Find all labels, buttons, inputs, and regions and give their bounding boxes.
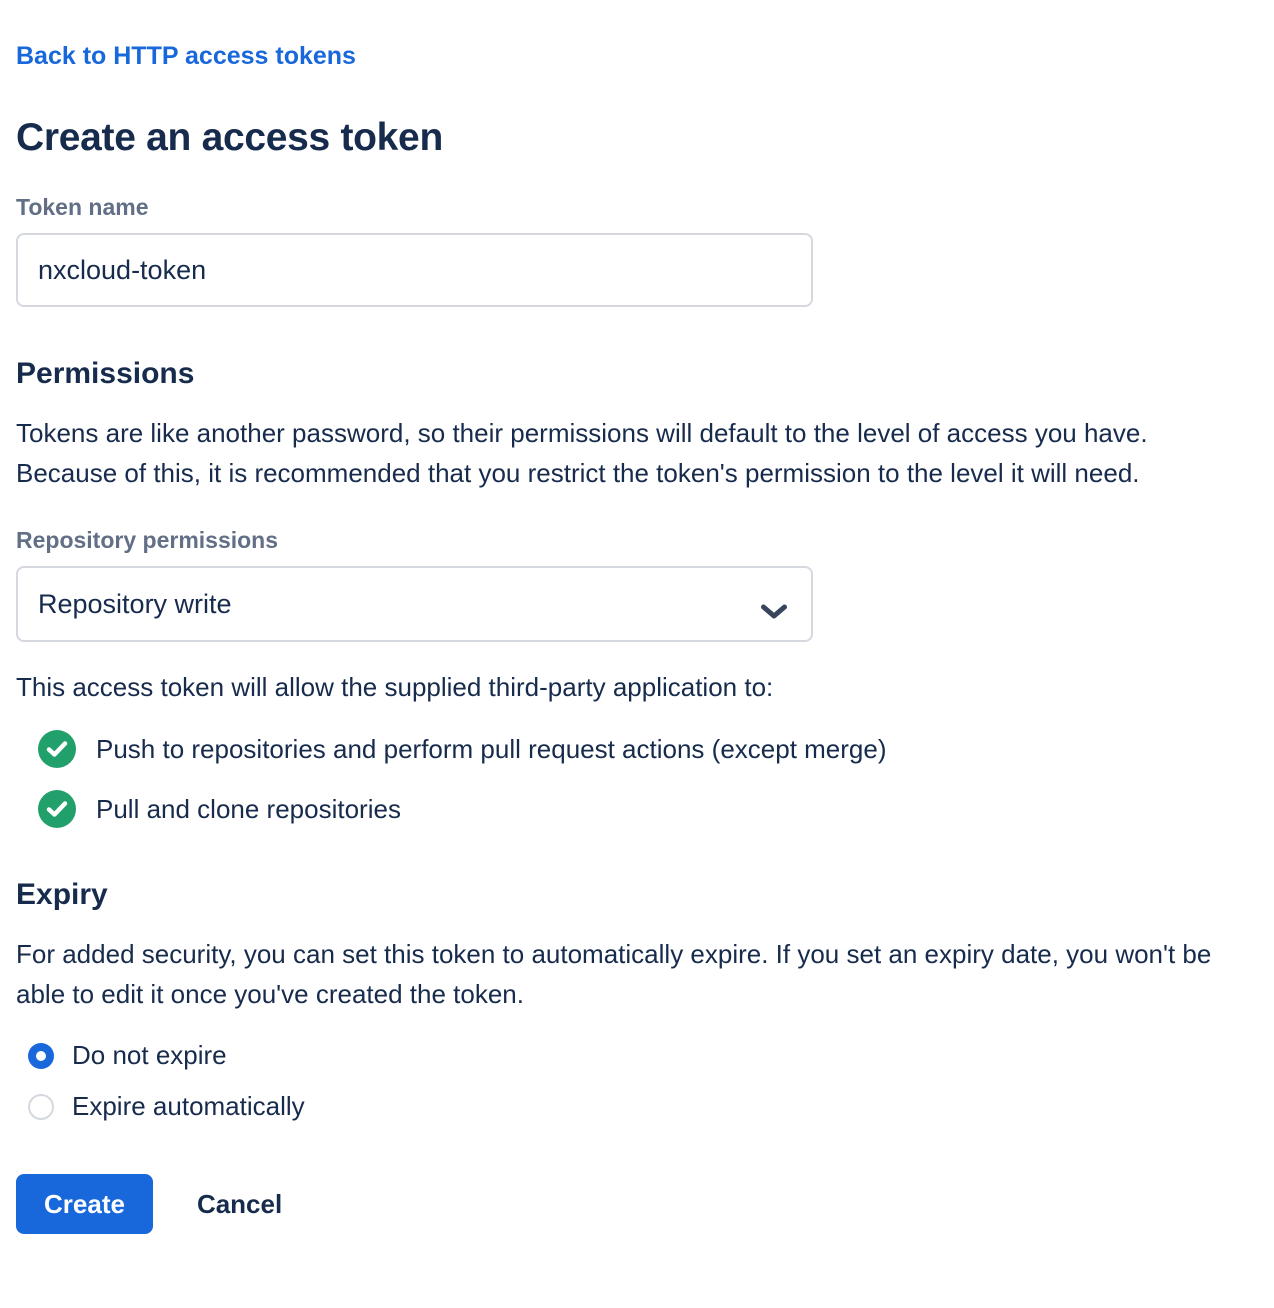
token-name-label: Token name [16,194,149,220]
repository-permissions-select[interactable] [16,566,813,642]
capability-item [38,790,1258,828]
repository-permissions-selected-value: Repository write [38,588,232,619]
chevron-down-icon [761,596,787,612]
expiry-radio-group [16,1040,1258,1122]
allow-intro-text: This access token will allow the supplied third-party application to: [16,672,774,702]
create-button[interactable]: Create [16,1174,153,1234]
expiry-option-label: Expire automatically [72,1091,305,1121]
permissions-description: Tokens are like another password, so their permissions will default to the level of access you have. Because of this, it is recommended that you restrict the token's permission to the level it will need. [16,418,1148,488]
check-icon [38,790,76,828]
expiry-option-expire-automatically[interactable] [28,1091,1258,1122]
radio-selected-icon[interactable] [28,1043,54,1069]
back-to-http-access-tokens-link[interactable]: Back to HTTP access tokens [16,42,356,70]
expiry-description: For added security, you can set this token to automatically expire. If you set an expiry date, you won't be able to edit it once you've created the token. [16,939,1212,1009]
expiry-heading: Expiry [16,878,108,911]
cancel-button[interactable]: Cancel [196,1188,283,1219]
capability-label: Push to repositories and perform pull request actions (except merge) [96,733,887,764]
capabilities-list [16,730,1258,828]
repository-permissions-label: Repository permissions [16,527,279,553]
check-icon [38,730,76,768]
expiry-option-do-not-expire[interactable] [28,1040,1258,1071]
token-name-input[interactable] [16,233,813,307]
radio-unselected-icon[interactable] [28,1094,54,1120]
form-actions [16,1174,1258,1234]
page-title: Create an access token [16,116,443,159]
capability-item [38,730,1258,768]
expiry-option-label: Do not expire [72,1040,227,1070]
permissions-heading: Permissions [16,357,195,390]
capability-label: Pull and clone repositories [96,793,401,824]
